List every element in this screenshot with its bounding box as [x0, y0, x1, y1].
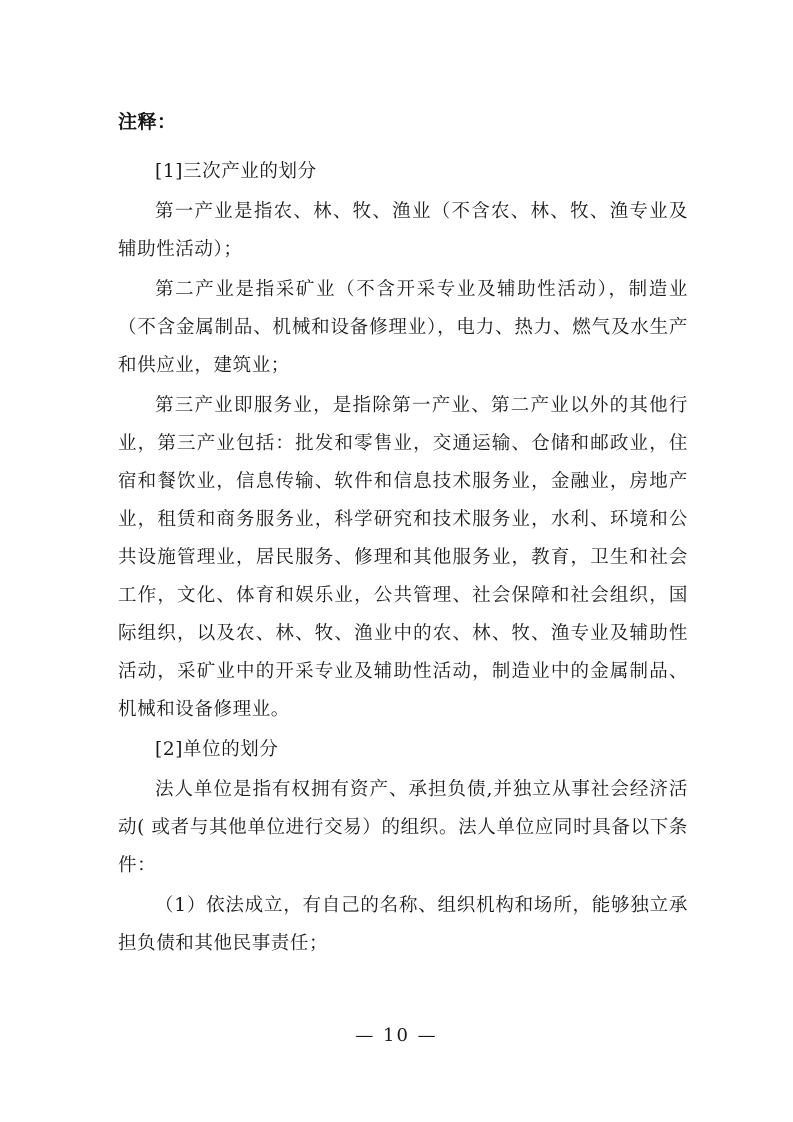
- section-2-label: [2]单位的划分: [155, 738, 279, 760]
- notes-heading: 注释：: [118, 111, 177, 133]
- section-1-paragraph-2: 第二产业是指采矿业（不含开采专业及辅助性活动），制造业（不含金属制品、机械和设备修理业），电力、热力、燃气及水生产和供应业，建筑业；: [118, 278, 688, 376]
- document-body: [118, 108, 688, 965]
- page-number: — 10 —: [355, 1025, 438, 1046]
- section-2-paragraph-2: （1）依法成立，有自己的名称、组织机构和场所，能够独立承担负债和其他民事责任；: [118, 894, 688, 954]
- section-2-paragraph-1: 法人单位是指有权拥有资产、承担负债,并独立从事社会经济活动( 或者与其他单位进行交易）的组织。法人单位应同时具备以下条件：: [118, 778, 688, 876]
- section-1-paragraph-1: 第一产业是指农、林、牧、渔业（不含农、林、牧、渔专业及辅助性活动）；: [118, 200, 688, 260]
- section-1-paragraph-3: 第三产业即服务业，是指除第一产业、第二产业以外的其他行业，第三产业包括：批发和零售业，交通运输、仓储和邮政业，住宿和餐饮业，信息传输、软件和信息技术服务业，金融业，房地产业，租赁和商务服务业，科学研究和技术服务业，水利、环境和公共设施管理业，居民服务、修理和其他服务业，教育，卫生和社会工作，文化、体育和娱乐业，公共管理、社会保障和社会组织，国际组织，以及农、林、牧、渔业中的农、林、牧、渔专业及辅助性活动，采矿业中的开采专业及辅助性活动，制造业中的金属制品、机械和设备修理业。: [118, 394, 688, 720]
- section-1-label: [1]三次产业的划分: [155, 160, 317, 182]
